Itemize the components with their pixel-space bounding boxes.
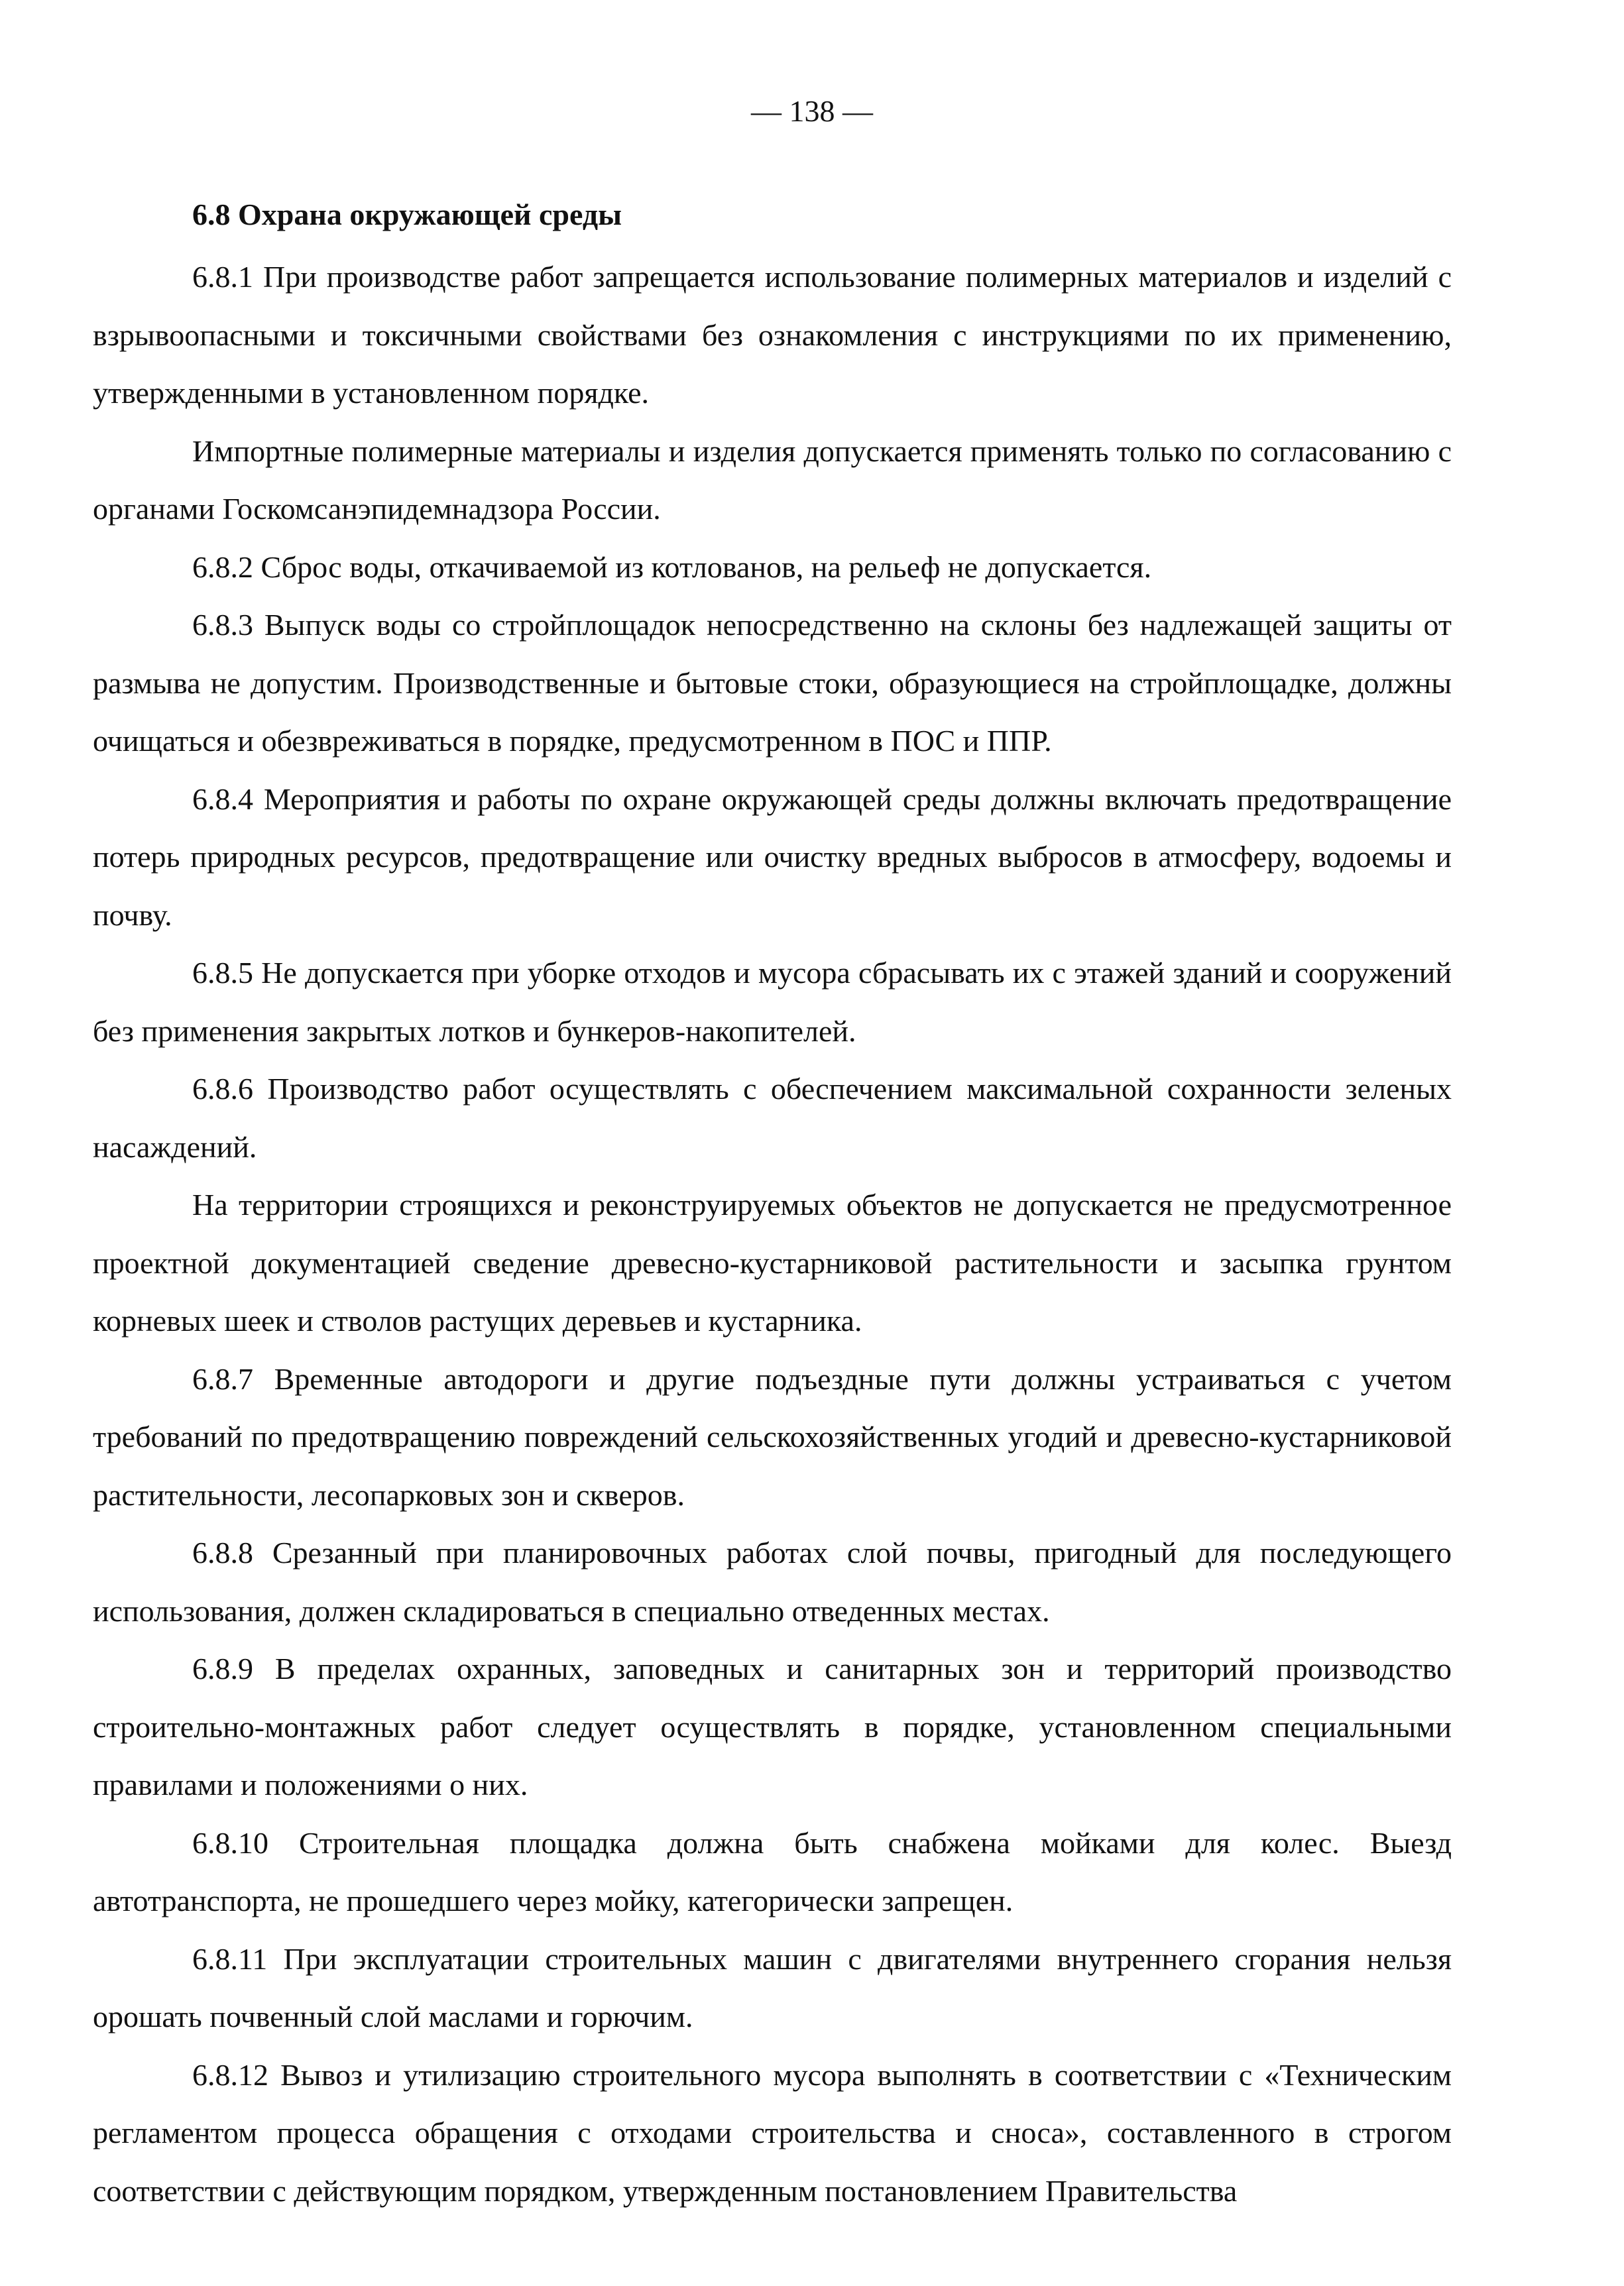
paragraph-import-materials: Импортные полимерные материалы и изделия допускается применять только по согласованию с органами Госкомсанэпидемнадзора России. [93, 433, 1452, 526]
paragraph-6-8-2: 6.8.2 Сброс воды, откачиваемой из котлованов, на рельеф не допускается. [192, 549, 1152, 584]
section-heading: 6.8 Охрана окружающей среды [192, 198, 622, 231]
paragraph-6-8-3: 6.8.3 Выпуск воды со стройплощадок непосредственно на склоны без надлежащей защиты от размыва не допустим. Производственные и бытовые стоки, образующиеся на стройплощадке, должны очищаться и обезвреживаться в порядке, предусмотренном в ПОС и ППР. [93, 608, 1452, 758]
paragraph-6-8-10: 6.8.10 Строительная площадка должна быть снабжена мойками для колес. Выезд автотранспорта, не прошедшего через мойку, категорически запрещен. [93, 1825, 1452, 1917]
page-number: — 138 — [751, 94, 873, 128]
document-body [93, 186, 1452, 2220]
paragraph-6-8-12: 6.8.12 Вывоз и утилизацию строительного мусора выполнять в соответствии с «Техническим регламентом процесса обращения с отходами строительства и сноса», составленного в строгом соответствии с действующим порядком, утвержденным постановлением Правительства [93, 2057, 1452, 2208]
paragraph-6-8-4: 6.8.4 Мероприятия и работы по охране окружающей среды должны включать предотвращение потерь природных ресурсов, предотвращение или очистку вредных выбросов в атмосферу, водоемы и почву. [93, 781, 1452, 932]
paragraph-6-8-11: 6.8.11 При эксплуатации строительных машин с двигателями внутреннего сгорания нельзя орошать почвенный слой маслами и горючим. [93, 1941, 1452, 2033]
paragraph-6-8-9: 6.8.9 В пределах охранных, заповедных и санитарных зон и территорий производство строительно-монтажных работ следует осуществлять в порядке, установленном специальными правилами и положениями о них. [93, 1652, 1452, 1801]
paragraph-6-8-8: 6.8.8 Срезанный при планировочных работах слой почвы, пригодный для последующего использования, должен складироваться в специально отведенных местах. [93, 1536, 1452, 1628]
paragraph-6-8-5: 6.8.5 Не допускается при уборке отходов и мусора сбрасывать их с этажей зданий и сооружений без применения закрытых лотков и бункеров-накопителей. [93, 956, 1452, 1048]
paragraph-territory: На территории строящихся и реконструируемых объектов не допускается не предусмотренное проектной документацией сведение древесно-кустарниковой растительности и засыпка грунтом корневых шеек и стволов растущих деревьев и кустарника. [93, 1188, 1452, 1338]
paragraph-6-8-7: 6.8.7 Временные автодороги и другие подъездные пути должны устраиваться с учетом требований по предотвращению повреждений сельскохозяйственных угодий и древесно-кустарниковой растительности, лесопарковых зон и скверов. [93, 1361, 1452, 1512]
paragraph-6-8-1: 6.8.1 При производстве работ запрещается использование полимерных материалов и изделий с взрывоопасными и токсичными свойствами без ознакомления с инструкциями по их применению, утвержденными в установленном порядке. [93, 260, 1452, 410]
paragraph-6-8-6: 6.8.6 Производство работ осуществлять с обеспечением максимальной сохранности зеленых насаждений. [93, 1072, 1452, 1164]
